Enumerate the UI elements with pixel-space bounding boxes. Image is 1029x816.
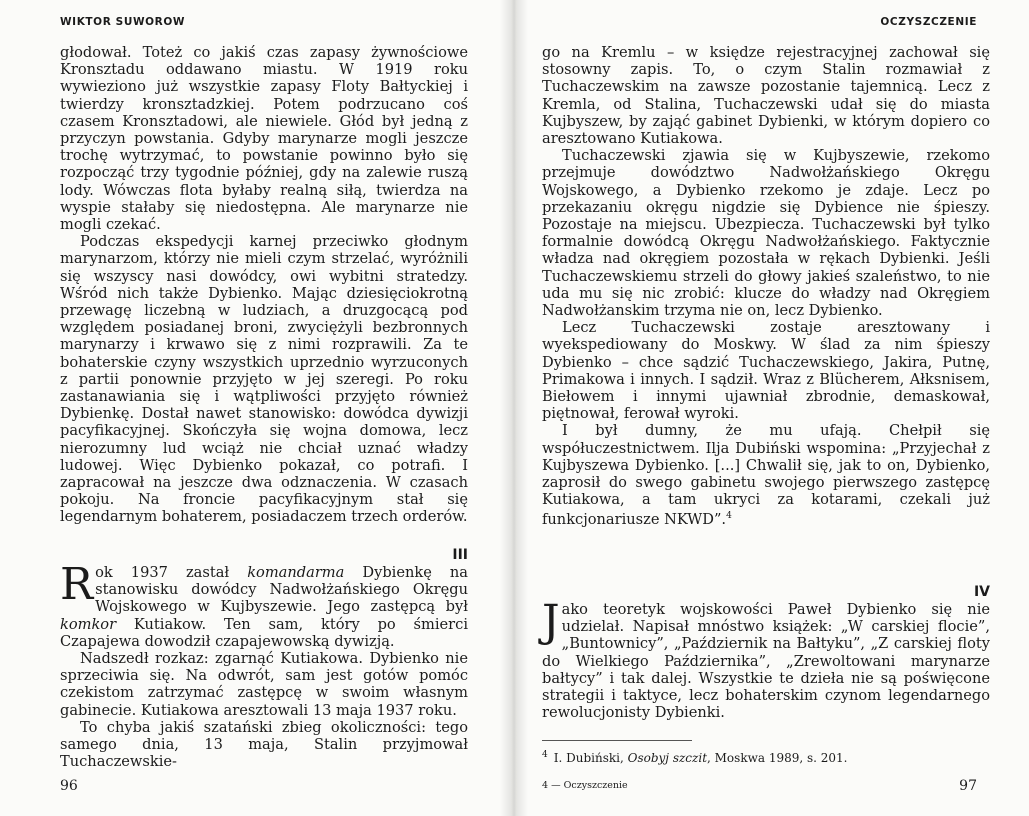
paragraph: Jako teoretyk wojskowości Paweł Dybienko się nie udzielał. Napisał mnóstwo książek: „W carskiej flocie”, „Buntownicy”, „Październik na Bałtyku”, „Z carskiej floty do Wielkiego Października”, „Zrewoltowani marynarze bałtycy” i tak dalej. Wszystkie te dzieła nie są poświęcone strategii i taktyce, lecz bohaterskim czynom legendarnego rewolucjonisty Dybienki. bbox=[542, 596, 990, 722]
section-number: IV bbox=[973, 584, 990, 600]
paragraph: Rok 1937 zastał komandarma Dybienkę na stanowisku dowódcy Nadwołżańskiego Okręgu Wojskowego w Kujbyszewie. Jego zastępcą był komkor Kutiakow. Ten sam, który po śmierci Czapajewa dowodził czapajewowską dywizją. bbox=[60, 559, 468, 650]
paragraph: Lecz Tuchaczewski zostaje aresztowany i wyekspediowany do Moskwy. W ślad za nim śpieszy Dybienko – chce sądzić Tuchaczewskiego, Jakira, Putnę, Primakowa i innych. I sądził. Wraz z Blücherem, Ałksnisem, Biełowem i innymi ujawniał zbrodnie, demaskował, piętnował, ferował wyroki. bbox=[542, 319, 990, 423]
printer-signature: 4 — Oczyszczenie bbox=[542, 780, 628, 791]
drop-cap: R bbox=[60, 559, 94, 610]
running-head-chapter: OCZYSZCZENIE bbox=[880, 16, 977, 28]
footnote-marker: 4 bbox=[726, 511, 732, 522]
paragraph: Podczas ekspedycji karnej przeciwko głodnym marynarzom, którzy nie mieli czym strzelać, wyróżnili się wszyscy nasi dowódcy, owi wybitni stratedzy. Wśród nich także Dybienko. Mając dziesięciokrotną przewagę liczebną w ludziach, a druzgocącą pod względem posiadanej broni, zwyciężyli bezbronnych marynarzy i krwawo się z nimi rozprawili. Za te bohaterskie czyny wszystkich uprzednio wyrzuconych z partii ponownie przyjęto w jej szeregi. Po roku zastanawiania się i wątpliwości przyjęto również Dybienkę. Dostał nawet stanowisko: dowódca dywizji pacyfikacyjnej. Skończyła się wojna domowa, lecz nierozumny lud wciąż nie chciał uznać władzy ludowej. Więc Dybienko pokazał, co potrafi. I zapracował na jeszcze dwa odznaczenia. W czasach pokoju. Na froncie pacyfikacyjnym stał się legendarnym bohaterem, posiadaczem trzech orderów. bbox=[60, 233, 468, 526]
paragraph: Nadszedł rozkaz: zgarnąć Kutiakowa. Dybienko nie sprzeciwia się. Na odwrót, sam jest gotów pomóc czekistom zatrzymać zastępcę w swoim własnym gabinecie. Kutiakowa aresztowali 13 maja 1937 roku. bbox=[60, 650, 468, 719]
right-page bbox=[528, 0, 1029, 816]
left-page bbox=[0, 0, 500, 816]
left-text-upper bbox=[60, 44, 468, 526]
footnote-rule bbox=[542, 740, 692, 741]
running-head-author: WIKTOR SUWOROW bbox=[60, 16, 186, 28]
right-text-upper bbox=[542, 44, 990, 529]
page-number: 97 bbox=[959, 778, 977, 794]
right-text-section-iv bbox=[542, 584, 990, 721]
paragraph: Tuchaczewski zjawia się w Kujbyszewie, rzekomo przejmuje dowództwo Nadwołżańskiego Okręgu Wojskowego, a Dybienko rzekomo je zdaje. Lecz po przekazaniu okręgu nigdzie się Dybience nie śpieszy. Pozostaje na miejscu. Ubezpiecza. Tuchaczewski był tylko formalnie dowódcą Okręgu Nadwołżańskiego. Faktycznie władza nad okręgiem pozostała w rękach Dybienki. Jeśli Tuchaczewskiemu strzeli do głowy jakieś szaleństwo, to nie uda mu się nic zrobić: klucze do władzy nad Okręgiem Nadwołżanskim trzyma nie on, lecz Dybienko. bbox=[542, 147, 990, 320]
drop-cap: J bbox=[542, 596, 560, 647]
paragraph: głodował. Toteż co jakiś czas zapasy żywnościowe Kronsztadu oddawano miastu. W 1919 roku wywieziono już wszystkie zapasy Floty Bałtyckiej i twierdzy kronsztadzkiej. Potem podrzucano coś czasem Kronsztadowi, ale niewiele. Głód był jedną z przyczyn powstania. Gdyby marynarze mogli jeszcze trochę wytrzymać, to powstanie powinno było się rozpocząć trzy tygodnie później, gdy na zalewie ruszą lody. Wówczas flota byłaby realną siłą, twierdza na wyspie stałaby się niedostępna. Ale marynarze nie mogli czekać. bbox=[60, 44, 468, 234]
footnote: $^4$ I. Dubiński, Osobyj szczit, Moskwa 1989, s. 201. bbox=[542, 750, 848, 765]
book-gutter bbox=[500, 0, 528, 816]
paragraph: go na Kremlu – w księdze rejestracyjnej zachował się stosowny zapis. To, o czym Stalin rozmawiał z Tuchaczewskim na zawsze pozostanie tajemnicą. Lecz z Kremla, od Stalina, Tuchaczewski udał się do miasta Kujbyszew, by zająć gabinet Dybienki, w którym dopiero co aresztowano Kutiakowa. bbox=[542, 44, 990, 148]
left-text-section-iii bbox=[60, 547, 468, 770]
paragraph: To chyba jakiś szatański zbieg okoliczności: tego samego dnia, 13 maja, Stalin przyjmował Tuchaczewskie- bbox=[60, 718, 468, 771]
paragraph: I był dumny, że mu ufają. Chełpił się współuczestnictwem. Ilja Dubiński wspomina: „Przyjechał z Kujbyszewa Dybienko. [...] Chwalił się, jak to on, Dybienko, zaprosił do swego gabinetu swojego pierwszego zastępcę Kutiakowa, a tam ukrycі za kotarami, czekali już funkcjonariusze NKWD”.$^4$ bbox=[542, 422, 990, 529]
section-number: III bbox=[452, 547, 468, 563]
page-number: 96 bbox=[60, 778, 78, 794]
